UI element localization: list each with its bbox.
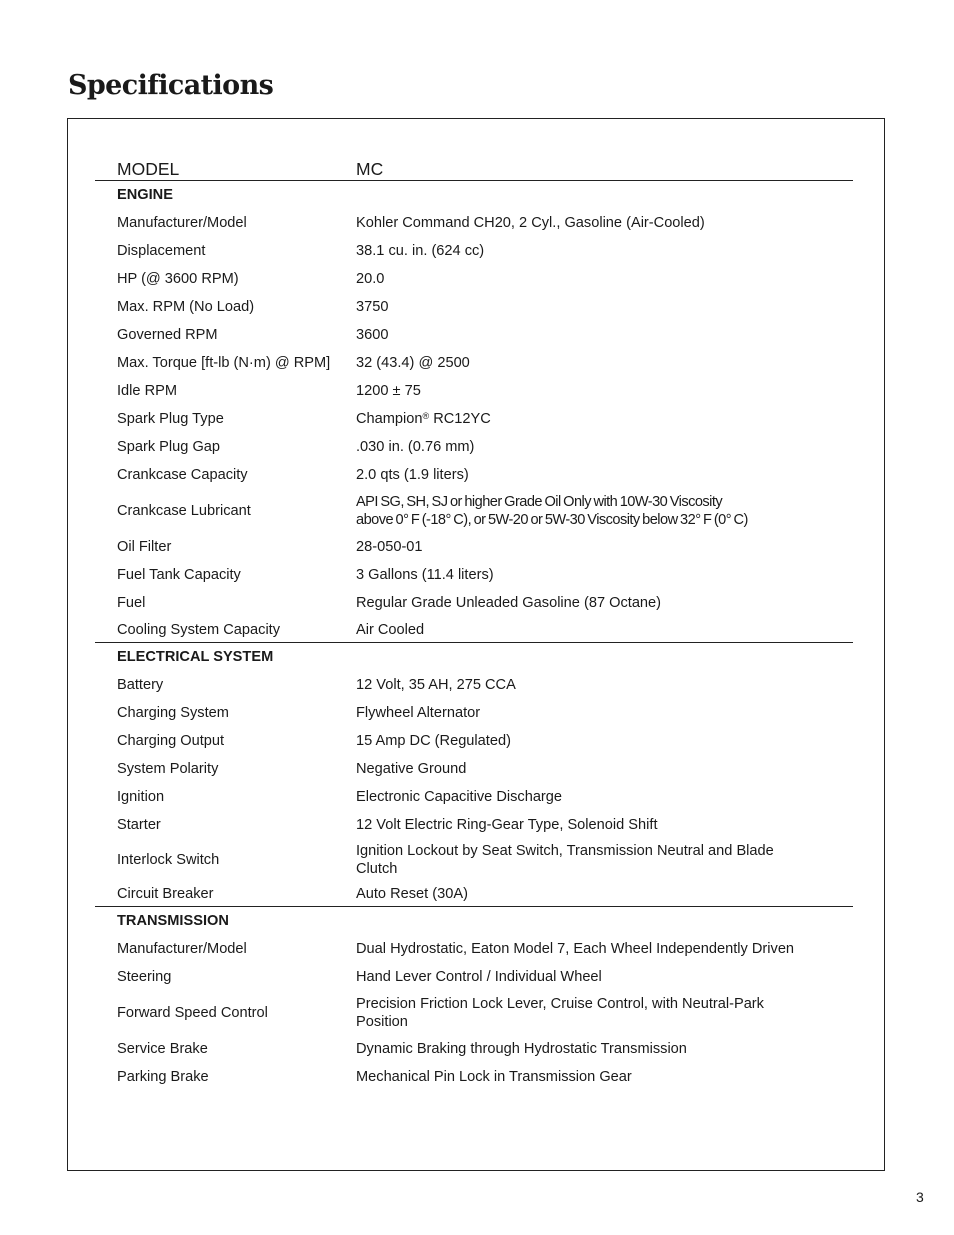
table-row bbox=[95, 433, 853, 461]
table-row bbox=[95, 839, 853, 881]
row-value: 28-050-01 bbox=[356, 539, 423, 555]
row-label: Spark Plug Gap bbox=[117, 439, 221, 455]
row-value bbox=[356, 842, 853, 879]
table-row bbox=[95, 461, 853, 489]
section-title-transmission: TRANSMISSION bbox=[117, 913, 229, 929]
row-value: 3750 bbox=[356, 299, 389, 315]
row-value: Dual Hydrostatic, Eaton Model 7, Each Wheel Independently Driven bbox=[356, 941, 795, 957]
row-value: Negative Ground bbox=[356, 761, 467, 777]
table-row bbox=[95, 561, 853, 589]
row-value: Regular Grade Unleaded Gasoline (87 Octane) bbox=[356, 595, 662, 611]
row-label: Oil Filter bbox=[117, 539, 172, 555]
table-row bbox=[95, 783, 853, 811]
table-row bbox=[95, 489, 853, 533]
table-row bbox=[95, 321, 853, 349]
row-value: 15 Amp DC (Regulated) bbox=[356, 733, 511, 749]
table-row bbox=[95, 209, 853, 237]
row-label: Steering bbox=[117, 969, 172, 985]
row-value: Kohler Command CH20, 2 Cyl., Gasoline (Air-Cooled) bbox=[356, 215, 705, 231]
table-row bbox=[95, 671, 853, 699]
row-value: Dynamic Braking through Hydrostatic Transmission bbox=[356, 1041, 687, 1057]
row-value-line: Position bbox=[356, 1014, 408, 1030]
row-label: Fuel bbox=[117, 595, 146, 611]
row-label: Ignition bbox=[117, 789, 165, 805]
model-header-value: MC bbox=[356, 159, 384, 179]
registered-mark: ® bbox=[422, 411, 430, 421]
table-row bbox=[95, 589, 853, 617]
row-label: Battery bbox=[117, 677, 164, 693]
table-row bbox=[95, 237, 853, 265]
table-row bbox=[95, 755, 853, 783]
table-row bbox=[95, 617, 853, 642]
row-label: Charging Output bbox=[117, 733, 225, 749]
section-title-engine: ENGINE bbox=[117, 187, 173, 203]
table-row bbox=[95, 881, 853, 906]
row-label: Idle RPM bbox=[117, 383, 178, 399]
row-value-line: above 0° F (-18° C), or 5W-20 or 5W-30 Viscosity below 32° F (0° C) bbox=[356, 512, 748, 528]
row-label: System Polarity bbox=[117, 761, 219, 777]
row-label: Parking Brake bbox=[117, 1069, 209, 1085]
page-title: Specifications bbox=[68, 70, 274, 101]
row-value: Flywheel Alternator bbox=[356, 705, 481, 721]
row-value: Hand Lever Control / Individual Wheel bbox=[356, 969, 602, 985]
row-value: 1200 ± 75 bbox=[356, 383, 421, 399]
table-row bbox=[95, 405, 853, 433]
row-value: Electronic Capacitive Discharge bbox=[356, 789, 563, 805]
row-value: 38.1 cu. in. (624 cc) bbox=[356, 243, 485, 259]
page-number: 3 bbox=[916, 1189, 924, 1205]
row-label: Crankcase Capacity bbox=[117, 467, 248, 483]
table-row bbox=[95, 533, 853, 561]
table-row bbox=[95, 727, 853, 755]
row-label: Governed RPM bbox=[117, 327, 218, 343]
row-value: 12 Volt, 35 AH, 275 CCA bbox=[356, 677, 516, 693]
model-header-label: MODEL bbox=[117, 159, 180, 179]
row-value: Air Cooled bbox=[356, 621, 425, 638]
table-row bbox=[95, 699, 853, 727]
row-value-line: Ignition Lockout by Seat Switch, Transmission Neutral and Blade bbox=[356, 842, 774, 859]
spark-plug-model: RC12YC bbox=[429, 411, 491, 427]
row-label: Manufacturer/Model bbox=[117, 941, 247, 957]
row-value bbox=[356, 493, 853, 530]
row-value: 2.0 qts (1.9 liters) bbox=[356, 467, 469, 483]
table-row bbox=[95, 265, 853, 293]
row-label: Interlock Switch bbox=[117, 852, 220, 868]
row-value: 12 Volt Electric Ring-Gear Type, Solenoid Shift bbox=[356, 817, 658, 833]
row-value: 20.0 bbox=[356, 271, 385, 287]
row-value: .030 in. (0.76 mm) bbox=[356, 439, 475, 455]
row-label: Forward Speed Control bbox=[117, 1005, 268, 1021]
row-value: 3600 bbox=[356, 327, 389, 343]
row-label: HP (@ 3600 RPM) bbox=[117, 271, 239, 287]
row-value: Mechanical Pin Lock in Transmission Gear bbox=[356, 1069, 632, 1085]
spec-table bbox=[95, 156, 853, 1091]
row-label: Crankcase Lubricant bbox=[117, 503, 251, 519]
row-label: Manufacturer/Model bbox=[117, 215, 247, 231]
spark-plug-brand: Champion bbox=[356, 411, 423, 427]
row-label: Spark Plug Type bbox=[117, 411, 224, 427]
row-value-line: Precision Friction Lock Lever, Cruise Control, with Neutral-Park bbox=[356, 995, 764, 1012]
table-row bbox=[95, 811, 853, 839]
row-label: Max. Torque [ft-lb (N·m) @ RPM] bbox=[117, 355, 331, 371]
row-label: Charging System bbox=[117, 705, 229, 721]
row-label: Max. RPM (No Load) bbox=[117, 299, 255, 315]
row-label: Cooling System Capacity bbox=[117, 621, 281, 638]
table-row bbox=[95, 349, 853, 377]
row-value bbox=[356, 410, 853, 428]
table-row bbox=[95, 293, 853, 321]
table-row bbox=[95, 991, 853, 1035]
table-row bbox=[95, 1063, 853, 1091]
row-label: Circuit Breaker bbox=[117, 885, 214, 902]
table-row bbox=[95, 935, 853, 963]
section-title-electrical: ELECTRICAL SYSTEM bbox=[117, 649, 274, 665]
table-row bbox=[95, 963, 853, 991]
model-header-row bbox=[95, 156, 853, 181]
row-value: Auto Reset (30A) bbox=[356, 885, 468, 902]
row-value: 32 (43.4) @ 2500 bbox=[356, 355, 470, 371]
row-value bbox=[356, 995, 853, 1032]
row-label: Starter bbox=[117, 817, 161, 833]
row-value: 3 Gallons (11.4 liters) bbox=[356, 567, 494, 583]
row-label: Fuel Tank Capacity bbox=[117, 567, 241, 583]
row-label: Service Brake bbox=[117, 1041, 208, 1057]
row-value-line: API SG, SH, SJ or higher Grade Oil Only with 10W-30 Viscosity bbox=[356, 493, 723, 510]
row-label: Displacement bbox=[117, 243, 206, 259]
table-row bbox=[95, 1035, 853, 1063]
table-row bbox=[95, 377, 853, 405]
row-value-line: Clutch bbox=[356, 861, 398, 877]
